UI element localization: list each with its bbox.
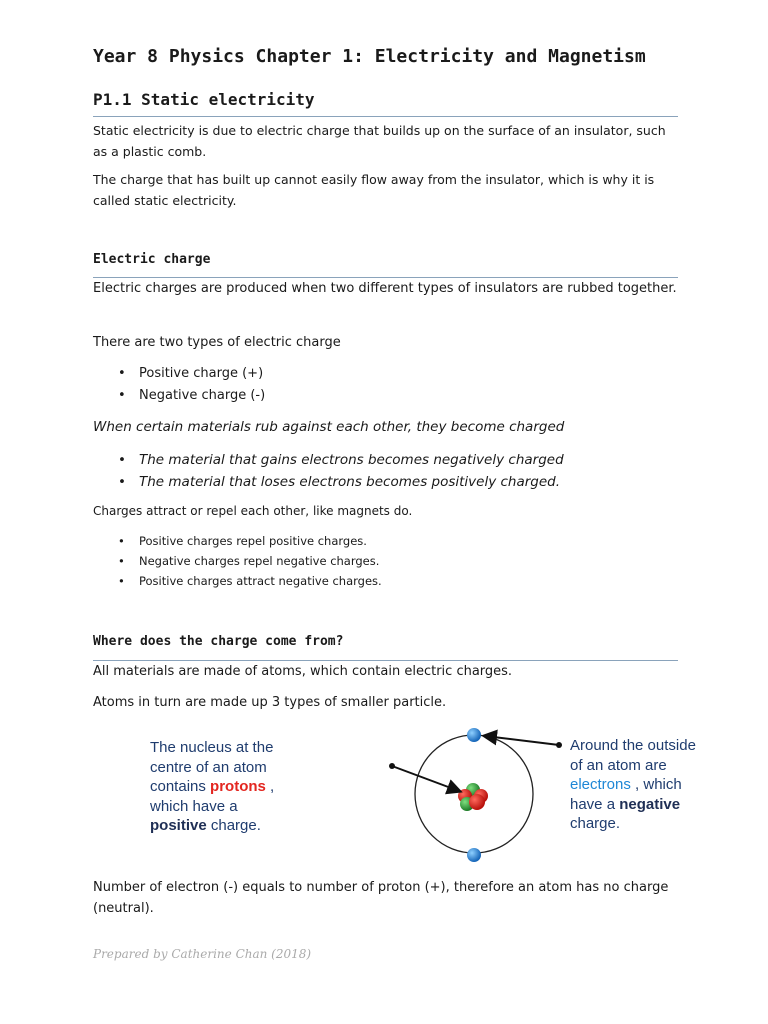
intro-paragraph-1: Static electricity is due to electric charge that builds up on the surface of an insulator, such as a plastic comb. bbox=[93, 123, 666, 159]
nucleus-arrow bbox=[392, 766, 459, 791]
proton bbox=[469, 794, 485, 810]
atom-diagram bbox=[147, 725, 719, 865]
attract-statement: Charges attract or repel each other, like magnets do. bbox=[93, 504, 413, 518]
origin-heading: Where does the charge come from? bbox=[93, 634, 344, 649]
list-item: • Negative charges repel negative charges. bbox=[118, 551, 678, 571]
electrons-term: electrons bbox=[570, 776, 631, 793]
electric-charge-paragraph-1: Electric charges are produced when two different types of insulators are rubbed together. bbox=[93, 281, 677, 296]
origin-paragraph-3: Number of electron (-) equals to number of proton (+), therefore an atom has no charge (neutral). bbox=[93, 880, 669, 916]
page-title: Year 8 Physics Chapter 1: Electricity and Magnetism bbox=[93, 46, 646, 67]
protons-term: protons bbox=[210, 778, 266, 795]
list-item: • Positive charge (+) bbox=[118, 363, 678, 385]
negative-term: negative bbox=[619, 795, 681, 813]
electric-charge-paragraph-2: There are two types of electric charge bbox=[93, 335, 341, 350]
electron bbox=[467, 848, 481, 862]
origin-paragraph-2: Atoms in turn are made up 3 types of smaller particle. bbox=[93, 695, 447, 710]
positive-term: positive bbox=[150, 817, 207, 834]
section-rule bbox=[93, 116, 678, 117]
list-item: • The material that gains electrons becomes negatively charged bbox=[118, 449, 678, 471]
list-item: • Positive charges repel positive charges. bbox=[118, 531, 678, 551]
list-item: • Positive charges attract negative charges. bbox=[118, 571, 678, 591]
rub-statement: When certain materials rub against each other, they become charged bbox=[93, 419, 565, 435]
footer-credit: Prepared by Catherine Chan (2018) bbox=[93, 947, 312, 961]
electron-arrow bbox=[485, 736, 559, 745]
origin-paragraph-1: All materials are made of atoms, which contain electric charges. bbox=[93, 664, 513, 679]
charge-types-list bbox=[118, 363, 678, 407]
nucleus-label: The nucleus at the centre of an atom contains protons , which have a positive charge. bbox=[150, 739, 275, 834]
section-heading: P1.1 Static electricity bbox=[93, 90, 315, 109]
electron-label: Around the outside of an atom are electrons , which have a negative charge. bbox=[570, 737, 696, 832]
electric-charge-heading: Electric charge bbox=[93, 252, 211, 267]
list-item: • Negative charge (-) bbox=[118, 385, 678, 407]
rub-points-list bbox=[118, 449, 678, 493]
attract-points-list bbox=[118, 531, 678, 591]
intro-paragraph-2: The charge that has built up cannot easily flow away from the insulator, which is why it is called static electricity. bbox=[93, 172, 655, 208]
nucleus bbox=[458, 783, 488, 811]
list-item: • The material that loses electrons becomes positively charged. bbox=[118, 471, 678, 493]
electron bbox=[467, 728, 481, 742]
